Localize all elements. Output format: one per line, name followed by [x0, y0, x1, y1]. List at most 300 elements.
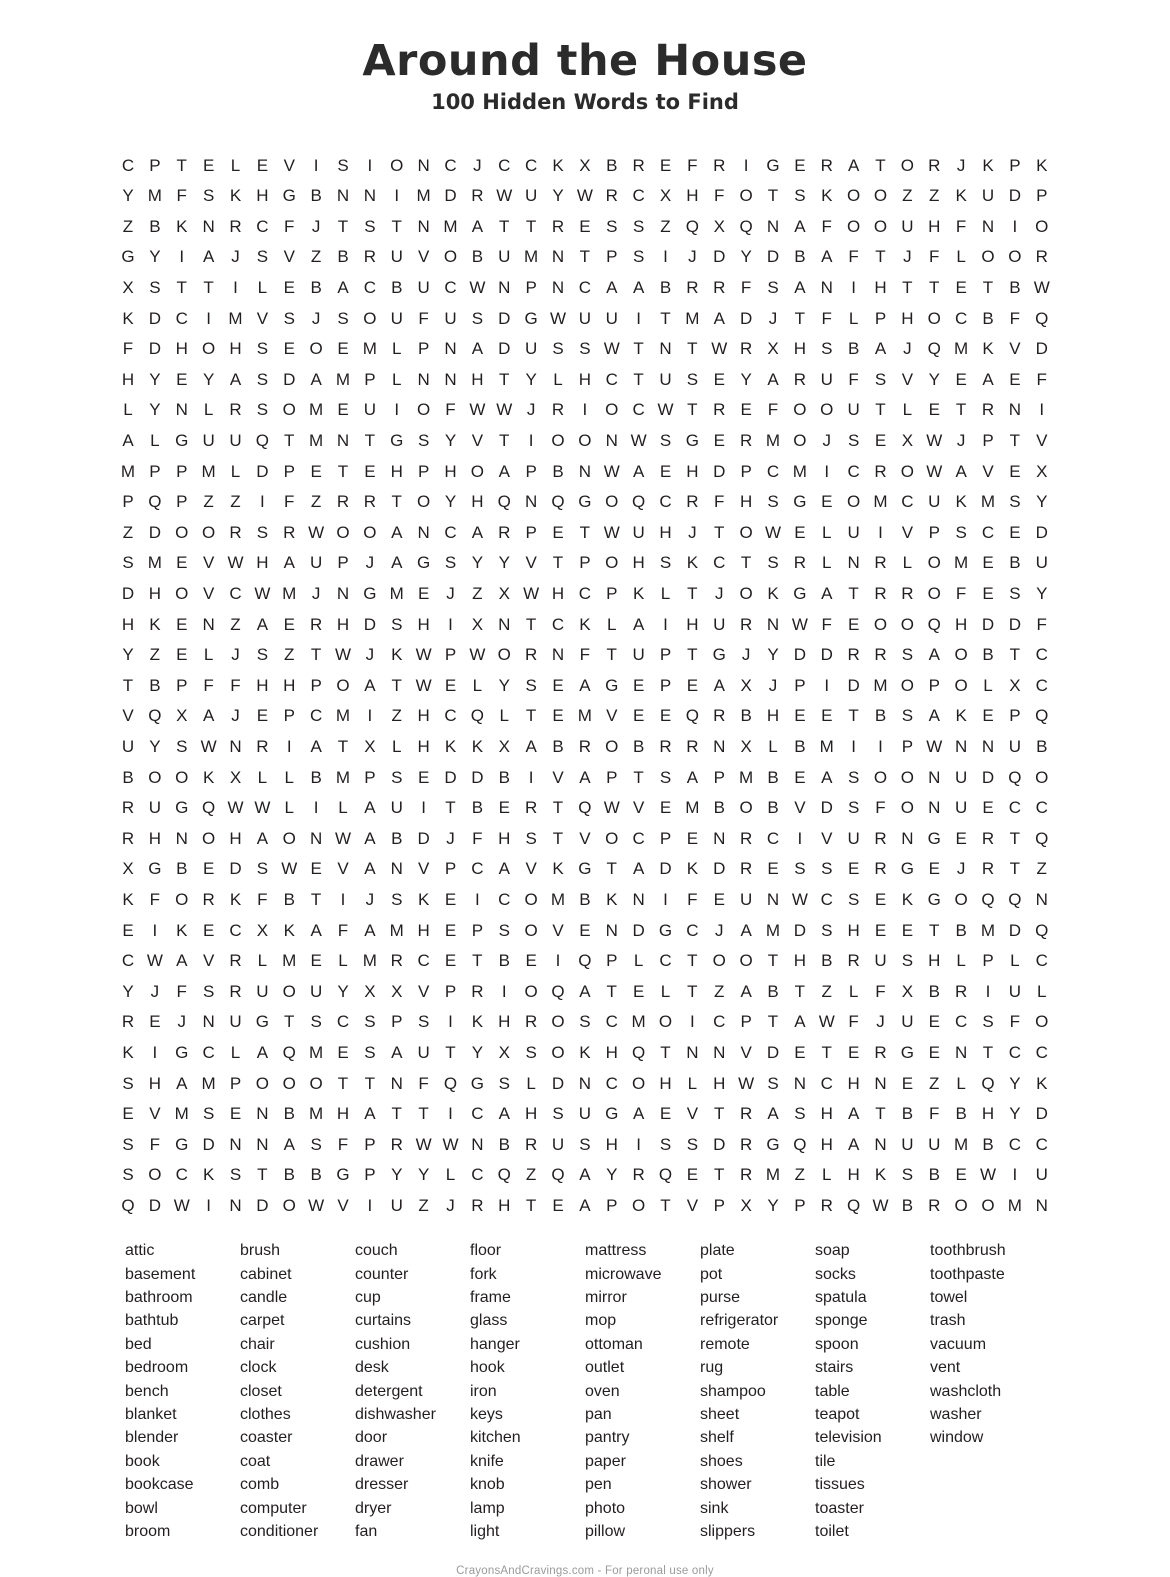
grid-letter[interactable]: G [417, 553, 431, 573]
grid-letter[interactable]: C [121, 951, 135, 971]
grid-letter[interactable]: A [256, 1042, 269, 1062]
grid-letter[interactable]: E [901, 920, 914, 940]
grid-letter[interactable]: A [391, 522, 403, 542]
word-list-item[interactable]: pantry [585, 1429, 630, 1447]
grid-letter[interactable]: C [1035, 675, 1048, 695]
grid-letter[interactable]: Q [1008, 889, 1022, 909]
grid-letter[interactable]: I [394, 400, 400, 420]
grid-letter[interactable]: G [578, 859, 592, 879]
grid-letter[interactable]: O [417, 400, 431, 420]
grid-letter[interactable]: Q [793, 1134, 807, 1154]
grid-letter[interactable]: D [739, 308, 753, 328]
grid-letter[interactable]: S [606, 216, 618, 236]
grid-letter[interactable]: E [982, 706, 994, 726]
grid-letter[interactable]: R [605, 186, 618, 206]
grid-letter[interactable]: N [444, 369, 457, 389]
grid-letter[interactable]: X [740, 736, 752, 756]
grid-letter[interactable]: I [313, 798, 319, 818]
grid-letter[interactable]: S [364, 216, 376, 236]
grid-letter[interactable]: C [686, 920, 699, 940]
grid-letter[interactable]: Q [497, 492, 511, 512]
grid-letter[interactable]: P [659, 675, 672, 695]
grid-letter[interactable]: R [524, 798, 538, 818]
grid-letter[interactable]: H [632, 553, 645, 573]
grid-letter[interactable]: Q [443, 1073, 458, 1093]
word-list-item[interactable]: toothbrush [930, 1242, 1006, 1260]
grid-letter[interactable]: S [901, 951, 914, 971]
grid-letter[interactable]: R [713, 155, 726, 175]
grid-letter[interactable]: S [955, 522, 967, 542]
grid-letter[interactable]: U [954, 798, 968, 818]
grid-letter[interactable]: S [579, 1134, 591, 1154]
grid-letter[interactable]: B [606, 155, 618, 175]
grid-letter[interactable]: P [659, 645, 672, 665]
grid-letter[interactable]: F [1009, 308, 1021, 328]
grid-letter[interactable]: P [982, 431, 994, 451]
grid-letter[interactable]: A [821, 584, 833, 603]
grid-letter[interactable]: C [1035, 798, 1048, 818]
grid-letter[interactable]: C [605, 1073, 618, 1093]
grid-letter[interactable]: T [257, 1165, 268, 1185]
grid-letter[interactable]: E [955, 369, 967, 389]
grid-letter[interactable]: S [659, 553, 672, 573]
grid-letter[interactable]: R [739, 1134, 753, 1154]
grid-letter[interactable]: Y [1009, 1073, 1021, 1093]
grid-letter[interactable]: W [711, 339, 728, 359]
grid-letter[interactable]: Z [525, 1165, 537, 1185]
grid-letter[interactable]: S [1009, 584, 1021, 603]
grid-letter[interactable]: D [1035, 339, 1048, 359]
grid-letter[interactable]: P [229, 1073, 242, 1093]
grid-letter[interactable]: X [498, 584, 510, 603]
grid-letter[interactable]: F [687, 155, 698, 175]
grid-letter[interactable]: P [149, 155, 161, 175]
grid-letter[interactable]: L [983, 675, 993, 695]
grid-letter[interactable]: M [389, 584, 404, 603]
grid-letter[interactable]: E [579, 920, 591, 940]
word-list-item[interactable]: door [355, 1429, 388, 1447]
grid-letter[interactable]: T [767, 951, 779, 971]
grid-letter[interactable]: P [606, 767, 618, 787]
grid-letter[interactable]: J [688, 522, 697, 542]
grid-letter[interactable]: F [848, 369, 859, 389]
grid-letter[interactable]: A [283, 1134, 295, 1154]
grid-letter[interactable]: X [256, 920, 269, 940]
grid-letter[interactable]: W [496, 186, 513, 206]
grid-letter[interactable]: N [256, 1104, 269, 1124]
grid-letter[interactable]: X [1036, 461, 1048, 481]
word-list-item[interactable]: pot [700, 1265, 723, 1283]
word-list-item[interactable]: drawer [355, 1452, 404, 1470]
grid-letter[interactable]: E [740, 400, 752, 420]
grid-letter[interactable]: C [766, 828, 780, 848]
grid-letter[interactable]: U [578, 1104, 592, 1124]
grid-letter[interactable]: N [498, 278, 511, 298]
grid-letter[interactable]: L [230, 155, 241, 175]
grid-letter[interactable]: N [847, 553, 860, 573]
grid-letter[interactable]: K [202, 767, 215, 787]
grid-letter[interactable]: Q [121, 1195, 135, 1215]
grid-letter[interactable]: R [390, 951, 403, 971]
grid-letter[interactable]: E [847, 614, 860, 634]
grid-letter[interactable]: R [847, 645, 860, 665]
grid-letter[interactable]: S [847, 889, 860, 909]
grid-letter[interactable]: C [121, 155, 135, 175]
grid-letter[interactable]: U [578, 308, 592, 328]
word-list-item[interactable]: bathtub [125, 1312, 179, 1330]
word-list-item[interactable]: sink [700, 1499, 729, 1517]
grid-letter[interactable]: G [336, 1165, 350, 1185]
grid-letter[interactable]: A [794, 278, 806, 298]
grid-letter[interactable]: H [739, 492, 753, 512]
grid-letter[interactable]: C [1008, 1134, 1022, 1154]
grid-letter[interactable]: I [743, 155, 749, 175]
grid-letter[interactable]: J [311, 308, 321, 328]
grid-letter[interactable]: H [417, 736, 430, 756]
grid-letter[interactable]: P [337, 553, 349, 573]
grid-letter[interactable]: W [334, 828, 352, 848]
grid-letter[interactable]: N [551, 278, 565, 298]
grid-letter[interactable]: D [148, 308, 162, 328]
grid-letter[interactable]: E [1009, 369, 1021, 389]
grid-letter[interactable]: M [954, 1134, 969, 1154]
grid-letter[interactable]: R [121, 828, 135, 848]
grid-letter[interactable]: R [471, 1195, 484, 1215]
grid-letter[interactable]: Y [498, 675, 510, 695]
word-list-item[interactable]: pan [585, 1406, 612, 1424]
grid-letter[interactable]: T [176, 155, 187, 175]
grid-letter[interactable]: S [767, 553, 779, 573]
grid-letter[interactable]: P [579, 553, 591, 573]
grid-letter[interactable]: O [739, 798, 753, 818]
grid-letter[interactable]: O [551, 431, 565, 451]
grid-letter[interactable]: T [714, 1104, 725, 1124]
grid-letter[interactable]: N [202, 1012, 215, 1032]
grid-letter[interactable]: C [471, 1165, 484, 1185]
grid-letter[interactable]: V [794, 798, 806, 818]
grid-letter[interactable]: S [579, 1012, 591, 1032]
grid-letter[interactable]: P [982, 951, 994, 971]
grid-letter[interactable]: L [607, 614, 617, 634]
grid-letter[interactable]: C [498, 889, 511, 909]
grid-letter[interactable]: S [256, 369, 269, 389]
grid-letter[interactable]: P [364, 1165, 376, 1185]
grid-letter[interactable]: Y [122, 981, 134, 1001]
grid-letter[interactable]: T [982, 1042, 994, 1062]
grid-letter[interactable]: J [446, 1195, 455, 1215]
grid-letter[interactable]: R [524, 645, 538, 665]
grid-letter[interactable]: H [121, 614, 135, 634]
grid-letter[interactable]: V [982, 461, 994, 481]
grid-letter[interactable]: R [928, 155, 941, 175]
grid-letter[interactable]: L [902, 553, 913, 573]
grid-letter[interactable]: C [820, 889, 833, 909]
grid-letter[interactable]: L [203, 645, 214, 665]
grid-letter[interactable]: J [768, 675, 778, 695]
grid-letter[interactable]: J [822, 431, 831, 451]
grid-letter[interactable]: C [954, 308, 968, 328]
grid-letter[interactable]: R [820, 155, 833, 175]
grid-letter[interactable]: O [954, 1195, 968, 1215]
grid-letter[interactable]: H [471, 492, 484, 512]
grid-letter[interactable]: I [394, 186, 400, 206]
grid-letter[interactable]: Y [444, 492, 457, 512]
grid-letter[interactable]: H [578, 369, 592, 389]
grid-letter[interactable]: M [416, 186, 431, 206]
grid-letter[interactable]: L [660, 584, 671, 603]
grid-letter[interactable]: N [981, 216, 995, 236]
grid-letter[interactable]: L [660, 981, 671, 1001]
grid-letter[interactable]: U [309, 553, 323, 573]
grid-letter[interactable]: R [739, 1165, 753, 1185]
grid-letter[interactable]: T [606, 859, 617, 879]
grid-letter[interactable]: Z [929, 186, 940, 206]
grid-letter[interactable]: S [659, 431, 672, 451]
grid-letter[interactable]: Q [470, 706, 484, 726]
grid-letter[interactable]: O [873, 186, 888, 206]
grid-letter[interactable]: V [256, 308, 269, 328]
grid-letter[interactable]: K [417, 889, 430, 909]
grid-letter[interactable]: T [391, 1104, 402, 1124]
grid-letter[interactable]: M [362, 339, 377, 359]
word-list-item[interactable]: table [815, 1382, 850, 1400]
grid-letter[interactable]: U [605, 308, 618, 328]
word-list-item[interactable]: iron [470, 1382, 497, 1400]
grid-letter[interactable]: V [552, 767, 564, 787]
grid-letter[interactable]: O [282, 1073, 296, 1093]
grid-letter[interactable]: R [390, 1134, 403, 1154]
grid-letter[interactable]: A [364, 828, 376, 848]
grid-letter[interactable]: U [659, 369, 672, 389]
grid-letter[interactable]: U [820, 369, 833, 389]
grid-letter[interactable]: O [148, 767, 162, 787]
word-list-item[interactable]: mattress [585, 1242, 647, 1260]
grid-letter[interactable]: N [229, 1195, 242, 1215]
grid-letter[interactable]: O [954, 889, 968, 909]
word-list-item[interactable]: fork [470, 1265, 497, 1283]
grid-letter[interactable]: S [122, 553, 134, 573]
grid-letter[interactable]: C [229, 920, 242, 940]
grid-letter[interactable]: O [524, 889, 538, 909]
grid-letter[interactable]: C [578, 278, 592, 298]
grid-letter[interactable]: O [282, 1195, 296, 1215]
grid-letter[interactable]: I [501, 981, 507, 1001]
grid-letter[interactable]: E [176, 369, 188, 389]
grid-letter[interactable]: W [254, 798, 271, 818]
grid-letter[interactable]: W [469, 400, 486, 420]
grid-letter[interactable]: S [337, 155, 349, 175]
grid-letter[interactable]: C [1035, 951, 1048, 971]
grid-letter[interactable]: C [1008, 1042, 1022, 1062]
grid-letter[interactable]: D [820, 645, 833, 665]
grid-letter[interactable]: N [202, 216, 215, 236]
grid-letter[interactable]: G [793, 584, 807, 603]
grid-letter[interactable]: N [551, 247, 565, 267]
grid-letter[interactable]: H [874, 278, 887, 298]
grid-letter[interactable]: B [391, 828, 403, 848]
grid-letter[interactable]: E [874, 431, 887, 451]
grid-letter[interactable]: E [364, 461, 376, 481]
grid-letter[interactable]: A [202, 706, 215, 726]
grid-letter[interactable]: E [310, 461, 322, 481]
grid-letter[interactable]: O [981, 247, 995, 267]
grid-letter[interactable]: B [874, 706, 887, 726]
grid-letter[interactable]: B [955, 920, 967, 940]
grid-letter[interactable]: N [444, 339, 457, 359]
grid-letter[interactable]: I [286, 736, 292, 756]
grid-letter[interactable]: C [981, 522, 995, 542]
grid-letter[interactable]: A [982, 369, 994, 389]
grid-letter[interactable]: T [472, 951, 483, 971]
grid-letter[interactable]: D [363, 614, 377, 634]
grid-letter[interactable]: L [526, 1073, 536, 1093]
word-list-item[interactable]: bowl [125, 1499, 158, 1517]
grid-letter[interactable]: S [283, 308, 295, 328]
grid-letter[interactable]: B [794, 736, 806, 756]
grid-letter[interactable]: U [444, 308, 457, 328]
grid-letter[interactable]: J [365, 553, 375, 573]
grid-letter[interactable]: Q [578, 951, 592, 971]
grid-letter[interactable]: K [229, 186, 242, 206]
grid-letter[interactable]: S [122, 1165, 134, 1185]
grid-letter[interactable]: E [283, 339, 295, 359]
grid-letter[interactable]: V [740, 1042, 752, 1062]
grid-letter[interactable]: C [444, 706, 457, 726]
grid-letter[interactable]: M [524, 247, 539, 267]
grid-letter[interactable]: J [231, 706, 240, 726]
grid-letter[interactable]: N [1035, 889, 1048, 909]
grid-letter[interactable]: L [230, 461, 241, 481]
grid-letter[interactable]: B [928, 1165, 940, 1185]
grid-letter[interactable]: D [981, 614, 995, 634]
word-list-item[interactable]: coat [240, 1452, 271, 1470]
grid-letter[interactable]: E [632, 981, 645, 1001]
grid-letter[interactable]: V [552, 920, 564, 940]
grid-letter[interactable]: M [685, 308, 700, 328]
grid-letter[interactable]: C [202, 1042, 215, 1062]
grid-letter[interactable]: T [794, 308, 806, 328]
grid-letter[interactable]: E [552, 675, 564, 695]
grid-letter[interactable]: H [659, 522, 672, 542]
grid-letter[interactable]: N [578, 1073, 592, 1093]
grid-letter[interactable]: I [851, 736, 856, 756]
grid-letter[interactable]: K [122, 1042, 134, 1062]
grid-letter[interactable]: X [1009, 675, 1021, 695]
grid-letter[interactable]: A [391, 1042, 403, 1062]
grid-letter[interactable]: S [364, 1012, 376, 1032]
grid-letter[interactable]: F [176, 981, 187, 1001]
grid-letter[interactable]: R [524, 1012, 538, 1032]
grid-letter[interactable]: H [121, 369, 135, 389]
grid-letter[interactable]: E [847, 1042, 860, 1062]
grid-letter[interactable]: O [820, 400, 834, 420]
grid-letter[interactable]: I [663, 614, 668, 634]
grid-letter[interactable]: E [310, 859, 322, 879]
grid-letter[interactable]: V [606, 706, 618, 726]
grid-letter[interactable]: X [659, 186, 672, 206]
grid-letter[interactable]: L [768, 736, 778, 756]
grid-letter[interactable]: S [552, 339, 564, 359]
grid-letter[interactable]: S [471, 308, 484, 328]
word-list-item[interactable]: teapot [815, 1406, 860, 1424]
grid-letter[interactable]: W [173, 1195, 190, 1215]
grid-letter[interactable]: S [794, 1104, 806, 1124]
grid-letter[interactable]: R [739, 431, 753, 451]
grid-letter[interactable]: R [229, 400, 242, 420]
grid-letter[interactable]: O [390, 155, 404, 175]
grid-letter[interactable]: R [820, 1195, 833, 1215]
grid-letter[interactable]: J [956, 431, 966, 451]
grid-letter[interactable]: N [901, 828, 914, 848]
grid-letter[interactable]: E [149, 1012, 161, 1032]
grid-letter[interactable]: N [336, 186, 350, 206]
grid-letter[interactable]: C [336, 1012, 350, 1032]
grid-letter[interactable]: A [283, 553, 295, 573]
grid-letter[interactable]: W [926, 431, 943, 451]
grid-letter[interactable]: G [766, 1134, 780, 1154]
word-list-item[interactable]: hook [470, 1359, 505, 1377]
grid-letter[interactable]: N [766, 889, 780, 909]
grid-letter[interactable]: M [980, 920, 996, 940]
grid-letter[interactable]: E [552, 1195, 564, 1215]
grid-letter[interactable]: Z [230, 492, 241, 512]
grid-letter[interactable]: E [928, 1042, 940, 1062]
grid-letter[interactable]: U [632, 522, 645, 542]
grid-letter[interactable]: Y [606, 1165, 618, 1185]
grid-letter[interactable]: R [551, 400, 565, 420]
grid-letter[interactable]: U [551, 1134, 565, 1154]
grid-letter[interactable]: T [902, 278, 913, 298]
grid-letter[interactable]: E [444, 889, 457, 909]
grid-letter[interactable]: E [767, 859, 779, 879]
grid-letter[interactable]: G [175, 1134, 189, 1154]
word-list-item[interactable]: broom [125, 1523, 171, 1541]
word-list-item[interactable]: spatula [815, 1288, 867, 1306]
grid-letter[interactable]: M [309, 1104, 324, 1124]
grid-letter[interactable]: W [791, 889, 808, 909]
grid-letter[interactable]: W [657, 400, 674, 420]
grid-letter[interactable]: C [713, 1012, 726, 1032]
grid-letter[interactable]: B [337, 247, 349, 267]
grid-letter[interactable]: H [928, 216, 941, 236]
grid-letter[interactable]: I [1012, 1165, 1018, 1185]
grid-letter[interactable]: S [417, 431, 430, 451]
grid-letter[interactable]: M [685, 798, 700, 818]
grid-letter[interactable]: O [605, 492, 619, 512]
grid-letter[interactable]: W [872, 1195, 889, 1215]
grid-letter[interactable]: G [121, 247, 135, 267]
grid-letter[interactable]: N [202, 614, 215, 634]
grid-letter[interactable]: B [176, 859, 188, 879]
grid-letter[interactable]: V [202, 951, 215, 971]
grid-letter[interactable]: S [202, 981, 215, 1001]
grid-letter[interactable]: S [794, 186, 806, 206]
grid-letter[interactable]: O [363, 522, 377, 542]
grid-letter[interactable]: A [713, 675, 725, 695]
grid-letter[interactable]: A [364, 675, 376, 695]
grid-letter[interactable]: Z [821, 981, 832, 1001]
grid-letter[interactable]: H [256, 186, 269, 206]
grid-letter[interactable]: R [901, 584, 914, 603]
grid-letter[interactable]: T [203, 278, 214, 298]
grid-letter[interactable]: T [310, 889, 322, 909]
grid-letter[interactable]: T [767, 1012, 779, 1032]
grid-letter[interactable]: W [308, 522, 325, 542]
grid-letter[interactable]: S [901, 645, 914, 665]
grid-letter[interactable]: A [364, 859, 376, 879]
grid-letter[interactable]: T [552, 553, 564, 573]
grid-letter[interactable]: H [551, 584, 565, 603]
